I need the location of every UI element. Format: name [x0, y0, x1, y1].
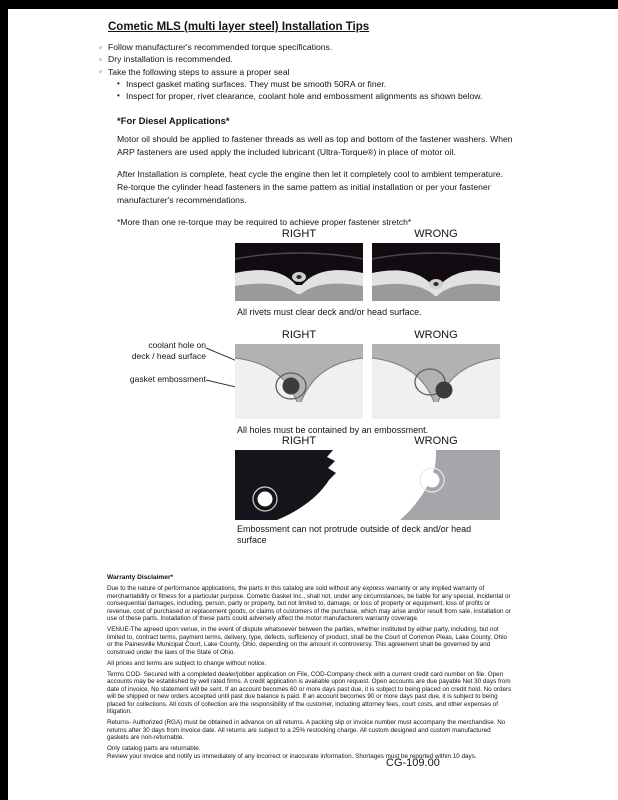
list-item: • Inspect gasket mating surfaces. They must be smooth 50RA or finer.: [117, 78, 539, 90]
right-label: RIGHT: [281, 435, 317, 447]
section-heading: *For Diesel Applications*: [117, 116, 230, 127]
disclaimer-paragraph: Returns- Authorized (RGA) must be obtained in advance on all returns. A packing slip or invoice number must accompany the merchandise. No returns after 30 days from invoice date. All returns are subject to a 25% restocking charge. All custom designed and custom manufactured gaskets are non-returnable.: [107, 719, 506, 741]
hole-embossment-right-figure: [235, 344, 363, 419]
right-label: RIGHT: [281, 228, 317, 240]
annotation-line: coolant hole on: [148, 340, 206, 350]
figures-section: [0, 228, 618, 560]
figure-caption: All rivets must clear deck and/or head surface.: [237, 307, 422, 317]
coolant-hole-annotation: [110, 340, 206, 361]
disclaimer-paragraph: Due to the nature of performance applications, the parts in this catalog are sold without any express warranty or any implied warranty of merchantability or fitness for a particular purpose. Cometic Gasket Inc., shall not, under any circumstances, be liable for any special, incidental or consequential damages, including, person, party or property, but not limited to, damage, or loss of property or equipment, loss of profits or revenue, cost of purchased or replacement goods, or claims of customers of the purchase, which may arise and/or result from sale, installation or use of these parts. Installation of these parts could adversely affect the motor manufacturers warranty coverage.: [107, 585, 511, 622]
list-item: ◦ Dry installation is recommended.: [99, 53, 539, 65]
paragraph: *More than one re-torque may be required to achieve proper fastener stretch*: [117, 217, 412, 227]
embossment-protrusion-wrong-figure: [372, 450, 500, 520]
annotation-line: deck / head surface: [131, 350, 206, 361]
wrong-label: WRONG: [414, 228, 458, 240]
diesel-applications-section: [117, 116, 513, 238]
list-item: • Inspect for proper, rivet clearance, coolant hole and embossment alignments as shown below.: [117, 90, 539, 102]
hole-embossment-wrong-figure: [372, 344, 500, 419]
figure-caption: Embossment can not protrude outside of deck and/or head surface: [237, 524, 472, 545]
paragraph: Motor oil should be applied to fastener threads as well as top and bottom of the fastener washers. When ARP fasteners are used apply the included lubricant (Ultra-Torque®) in place of motor oil.: [117, 134, 513, 157]
disclaimer-paragraph: Review your invoice and notify us immediately of any incorrect or inaccurate information. Shortages must be reported within 10 days.: [107, 752, 477, 760]
disclaimer-paragraph: All prices and terms are subject to change without notice.: [107, 659, 267, 667]
page-title: Cometic MLS (multi layer steel) Installation Tips: [108, 21, 370, 33]
sub-tips-list: [117, 78, 539, 103]
disclaimer-heading: Warranty Disclaimer*: [107, 574, 174, 581]
tips-list: [99, 41, 539, 78]
list-item: ◦ Take the following steps to assure a proper seal: [99, 66, 539, 78]
installation-tips-section: [99, 21, 539, 102]
top-border-bar: [0, 0, 618, 9]
paragraph: After Installation is complete, heat cycle the engine then let it completely cool to ambient temperature. Re-torque the cylinder head fasteners in the same pattern as initial installation or per your fastener manufacturer's recommendations.: [117, 169, 503, 205]
wrong-label: WRONG: [414, 435, 458, 447]
disclaimer-paragraph: Only catalog parts are returnable.: [107, 745, 201, 752]
disclaimer-paragraph: VENUE-The agreed upon venue, in the event of dispute whatsoever between the parties, whether instituted by either party, including, but not limited to, contract terms, payment terms, delivery, type, defects, sufficiency of product, shall be the Court of Common Pleas, Lake County, Ohio or the Painesville Municipal Court, Lake County, Ohio, depending on the amount in controversy. This agreement shall be governed by and construed under the laws of the State of Ohio.: [107, 626, 508, 656]
rivet-clearance-right-figure: [235, 243, 363, 301]
wrong-label: WRONG: [414, 329, 458, 341]
warranty-disclaimer-section: [107, 574, 513, 764]
embossment-protrusion-right-figure: [235, 450, 363, 520]
list-item: ◦ Follow manufacturer's recommended torque specifications.: [99, 41, 539, 53]
figure-caption: All holes must be contained by an embossment.: [237, 425, 429, 435]
page-code: CG-109.00: [386, 757, 440, 769]
rivet-clearance-wrong-figure: [372, 243, 500, 301]
gasket-embossment-annotation: gasket embossment: [129, 374, 206, 384]
right-label: RIGHT: [281, 329, 317, 341]
disclaimer-paragraph: Terms COD- Secured with a completed dealer/jobber application on File, COD-Company check with a current credit card number on file. Open accounts may be established by well rated firms. A credit application is available upon request. Open accounts are due payable Net 30 days from date of invoice. No statement will be sent. If an account becomes 60 or more days past due, it is subject to being placed on credit hold. No orders will be shipped or new orders accepted until past due balance is paid. If an account becomes 90 or more days past due, it is subject to being placed for collections. All costs of collection are the responsibility of the customer, including attorney fees, court costs, and other expenses of litigation.: [107, 670, 512, 715]
